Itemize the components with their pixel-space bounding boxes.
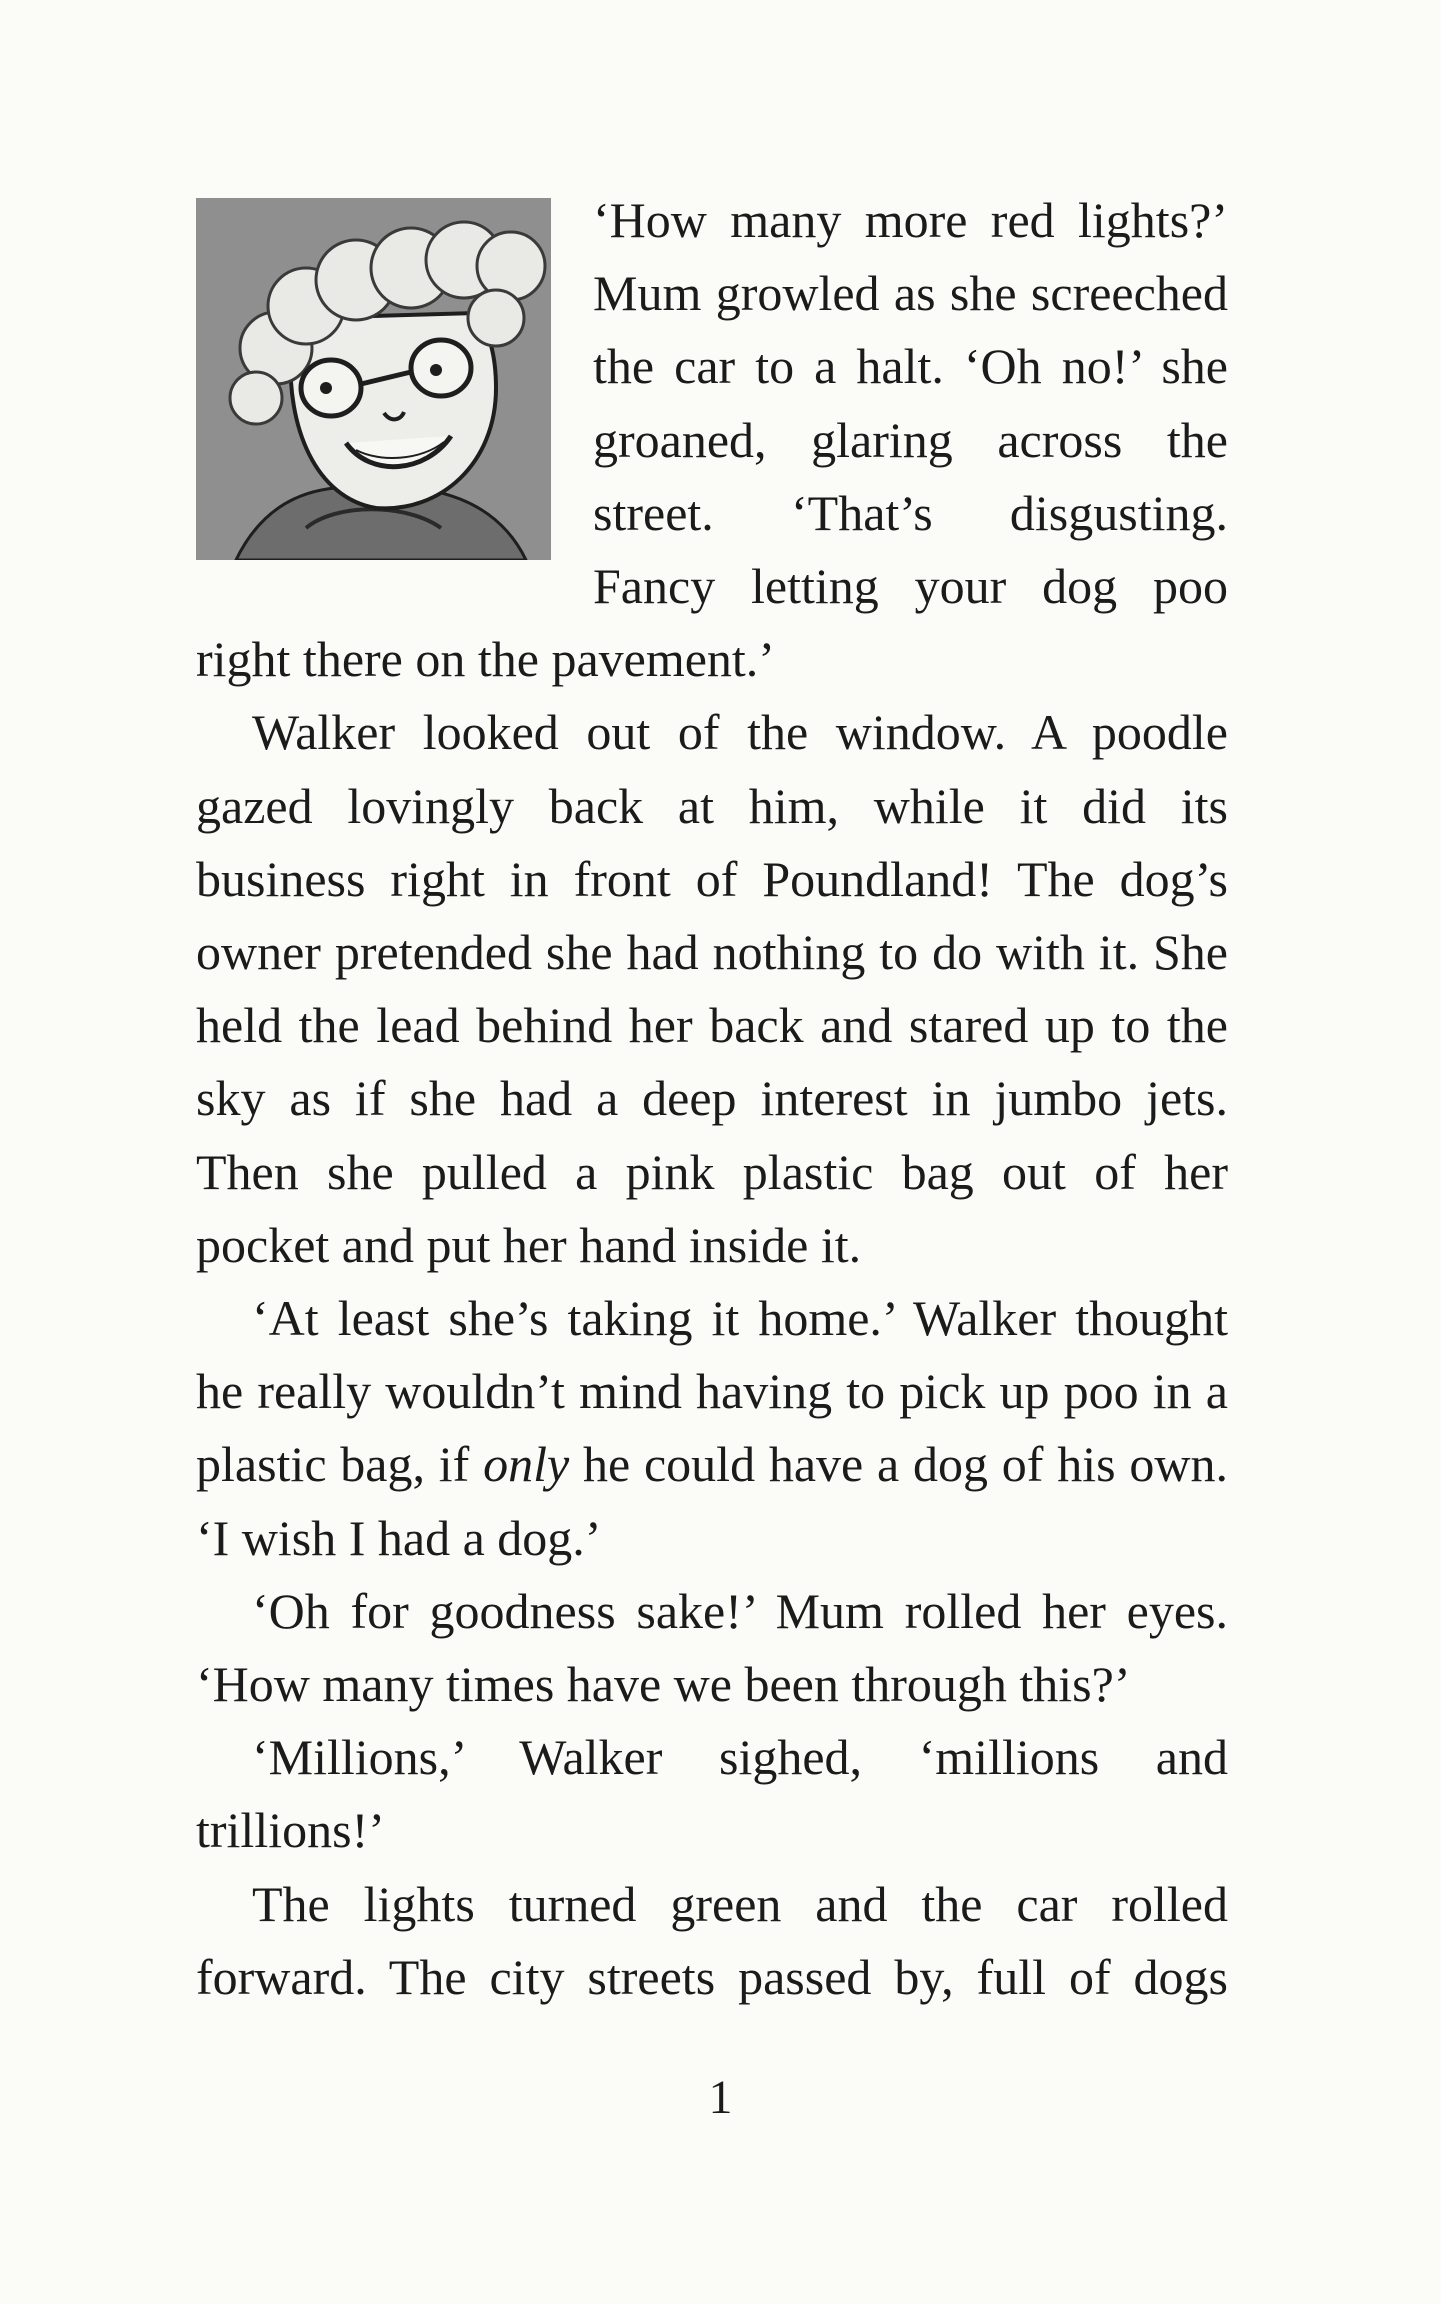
paragraph-5: ‘Millions,’ Walker sighed, ‘millions and trillions!’ [196, 1729, 1228, 1859]
paragraph-2: Walker looked out of the window. A poodle gazed lovingly back at him, while it did its business right in front of Poundland! The dog’s owner pretended she had nothing to do with it. She held the lead behind her back and stared up to the sky as if she had a deep interest in jumbo jets. Then she pulled a pink plastic bag out of her pocket and put her hand inside it. [196, 704, 1228, 1273]
boy-portrait-illustration [196, 198, 551, 560]
story-text [196, 184, 1228, 2014]
paragraph-3-before: ‘At least she’s taking it home.’ Walker thought he really wouldn’t mind having to pick up poo in a plastic bag, if [196, 1290, 1228, 1493]
paragraph-3 [196, 1282, 1228, 1575]
paragraph-3-emphasis: only [483, 1436, 570, 1493]
paragraph-4: ‘Oh for goodness sake!’ Mum rolled her eyes. ‘How many times have we been through this?’ [196, 1582, 1228, 1713]
boy-face-icon [196, 198, 551, 560]
paragraph-6: The lights turned green and the car rolled forward. The city streets passed by, full of dogs [196, 1875, 1228, 2005]
paragraph-3-after: he could have a dog of his own. ‘I wish I had a dog.’ [196, 1436, 1228, 1566]
paragraph-1: ‘How many more red lights?’ Mum growled as she screeched the car to a halt. ‘Oh no!’ she groaned, glaring across the street. ‘That’s disgusting. Fancy letting your dog poo right there on the pavement.’ [196, 192, 1228, 688]
page-number: 1 [708, 2071, 733, 2124]
